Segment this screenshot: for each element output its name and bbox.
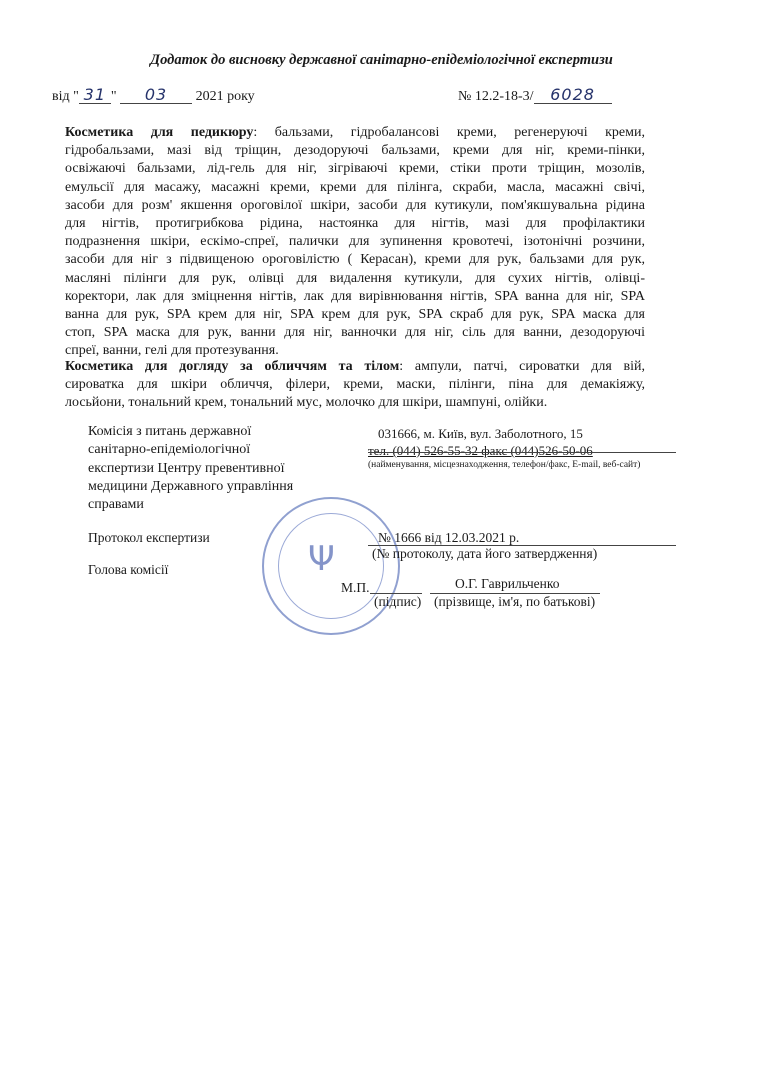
- official-stamp: [262, 497, 400, 635]
- number-line: [458, 87, 612, 105]
- face-line: сироватка для шкіри обличчя, філери, креми, маски, пілінги, піна для демакіяжу,: [65, 377, 645, 393]
- date-prefix: від ": [52, 89, 79, 104]
- document-title: Додаток до висновку державної санітарно-епідеміологічної експертизи: [150, 52, 613, 68]
- pedicure-line: емульсії для масажу, масажні креми, креми для пілінга, скраби, масла, масажні свічі,: [65, 179, 645, 195]
- pedicure-line: ванна для рук, SPA крем для ніг, SPA крем для рук, SPA скраб для рук, SPA маска для: [65, 307, 645, 323]
- face-line: : ампули, патчі, сироватки для вій,: [399, 359, 645, 374]
- chair-label: Голова комісії: [88, 562, 169, 577]
- number-prefix: № 12.2-18-3/: [458, 89, 534, 104]
- pedicure-line: масляні пілінги для рук, олівці для видалення кутикули, для сухих нігтів, олівці-: [65, 270, 645, 286]
- commission-address: 031666, м. Київ, вул. Заболотного, 15: [378, 426, 583, 441]
- face-heading: Косметика для догляду за обличчям та тілом: [65, 359, 400, 374]
- number-hand: 6028: [534, 87, 612, 104]
- date-year: 2021 року: [195, 89, 255, 104]
- pedicure-line: гідробальзами, мазі від тріщин, дезодоруючі бальзами, креми для ніг, креми-пінки,: [65, 143, 645, 159]
- protocol-caption: (№ протоколу, дата його затвердження): [372, 546, 598, 561]
- protocol-number: № 1666 від 12.03.2021 р.: [378, 530, 520, 545]
- pedicure-line: стоп, SPA маска для рук, ванни для ніг, ванночки для ніг, сіль для ванни, дезодоруючі: [65, 325, 645, 341]
- chair-name: О.Г. Гаврильченко: [455, 576, 560, 591]
- commission-line: експертизи Центру превентивної: [88, 460, 285, 476]
- pedicure-line: засоби для ніг з підвищеною ороговілістю ( Керасан), креми для рук, бальзами для рук,: [65, 252, 645, 268]
- mp-label: М.П.: [341, 580, 370, 595]
- pedicure-line: подразнення шкіри, ескімо-спреї, палички для зупинення кровотечі, ізотонічні розчини,: [65, 234, 645, 250]
- address-underline: [368, 452, 676, 453]
- name-caption: (прізвище, ім'я, по батькові): [434, 594, 596, 609]
- pedicure-line: спреї, ванни, гелі для протезування.: [65, 343, 279, 359]
- trident-icon: Ψ: [308, 539, 335, 579]
- pedicure-heading: Косметика для педикюру: [65, 125, 254, 140]
- face-line: лосьйони, тональний крем, тональний мус, молочко для шкіри, шампуні, олійки.: [65, 395, 548, 411]
- pedicure-line: для нігтів, протигрибкова рідина, настоянка для нігтів, мазі для профілактики: [65, 216, 645, 232]
- pedicure-paragraph: [65, 124, 645, 361]
- date-day: 31: [79, 87, 111, 104]
- protocol-label: Протокол експертизи: [88, 530, 210, 545]
- pedicure-line: коректори, лак для зміцнення нігтів, лак для вирівнювання нігтів, SPA ванна для ніг, SPA: [65, 288, 645, 304]
- address-caption: (найменування, місцезнаходження, телефон/факс, E-mail, веб-сайт): [368, 460, 641, 470]
- face-paragraph: [65, 358, 645, 413]
- pedicure-line: засоби для розм' якшення ороговілої шкіри, засоби для кутикули, пом'якшувальна рідина: [65, 197, 645, 213]
- commission-line: санітарно-епідеміологічної: [88, 442, 251, 458]
- commission-line: справами: [88, 497, 144, 513]
- pedicure-line: освіжаючі бальзами, лід-гель для ніг, зігріваючі креми, стіки проти тріщин, мозолів,: [65, 161, 645, 177]
- commission-name: [88, 423, 293, 514]
- commission-line: Комісія з питань державної: [88, 424, 252, 439]
- date-month: 03: [120, 87, 192, 104]
- date-mid: ": [110, 89, 117, 104]
- commission-line: медицини Державного управління: [88, 478, 294, 494]
- commission-phone: тел. (044) 526-55-32 факс (044)526-50-06: [368, 443, 593, 458]
- signature-caption: (підпис): [374, 594, 422, 609]
- date-line: [52, 87, 255, 105]
- pedicure-line: : бальзами, гідробалансові креми, регенеруючі креми,: [253, 125, 645, 140]
